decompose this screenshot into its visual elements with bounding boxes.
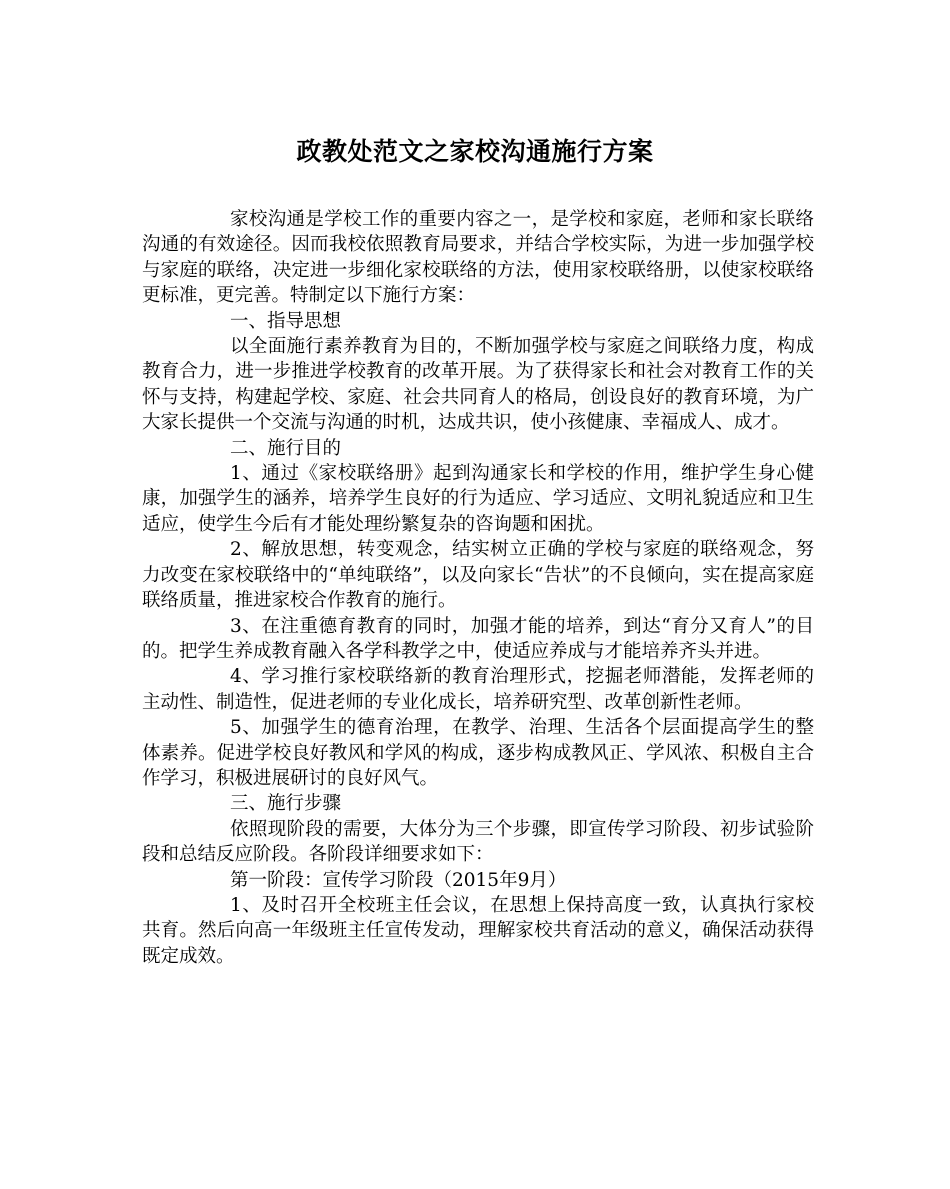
- purpose-item-3: 3、在注重德育教育的同时，加强才能的培养，到达“育分又育人”的目的。把学生养成教育融入各学科教学之中，使适应养成与才能培养齐头并进。: [142, 615, 814, 662]
- section-heading-purpose: 二、施行目的: [230, 437, 342, 459]
- document-body: [142, 207, 814, 969]
- purpose-item-2: 2、解放思想，转变观念，结实树立正确的学校与家庭的联络观念，努力改变在家校联络中的“单纯联络”，以及向家长“告状”的不良倾向，实在提高家庭联络质量，推进家校合作教育的施行。: [142, 539, 814, 612]
- section-heading-steps: 三、施行步骤: [230, 793, 342, 815]
- intro-paragraph: 家校沟通是学校工作的重要内容之一，是学校和家庭，老师和家长联络沟通的有效途径。因而我校依照教育局要求，并结合学校实际，为进一步加强学校与家庭的联络，决定进一步细化家校联络的方法，使用家校联络册，以使家校联络更标准，更完善。特制定以下施行方案：: [142, 209, 814, 307]
- purpose-item-5: 5、加强学生的德育治理，在教学、治理、生活各个层面提高学生的整体素养。促进学校良好教风和学风的构成，逐步构成教风正、学风浓、积极自主合作学习，积极进展研讨的良好风气。: [142, 717, 814, 789]
- section-heading-guiding-ideology: 一、指导思想: [230, 310, 342, 332]
- purpose-item-1: 1、通过《家校联络册》起到沟通家长和学校的作用，维护学生身心健康，加强学生的涵养，培养学生良好的行为适应、学习适应、文明礼貌适应和卫生适应，使学生今后有才能处理纷繁复杂的咨询题和困扰。: [142, 463, 814, 535]
- phase-one-heading: 第一阶段：宣传学习阶段（2015年9月）: [230, 869, 567, 891]
- phase-one-item-1: 1、及时召开全校班主任会议，在思想上保持高度一致，认真执行家校共育。然后向高一年级班主任宣传发动，理解家校共育活动的意义，确保活动获得既定成效。: [142, 894, 814, 967]
- purpose-item-4: 4、学习推行家校联络新的教育治理形式，挖掘老师潜能，发挥老师的主动性、制造性，促进老师的专业化成长，培养研究型、改革创新性老师。: [142, 666, 814, 713]
- document-title: 政教处范文之家校沟通施行方案: [296, 137, 654, 166]
- guiding-ideology-paragraph: 以全面施行素养教育为目的，不断加强学校与家庭之间联络力度，构成教育合力，进一步推进学校教育的改革开展。为了获得家长和社会对教育工作的关怀与支持，构建起学校、家庭、社会共同育人的格局，创设良好的教育环境，为广大家长提供一个交流与沟通的时机，达成共识，使小孩健康、幸福成人、成才。: [142, 336, 814, 434]
- steps-overview-paragraph: 依照现阶段的需要，大体分为三个步骤，即宣传学习阶段、初步试验阶段和总结反应阶段。各阶段详细要求如下：: [142, 818, 814, 866]
